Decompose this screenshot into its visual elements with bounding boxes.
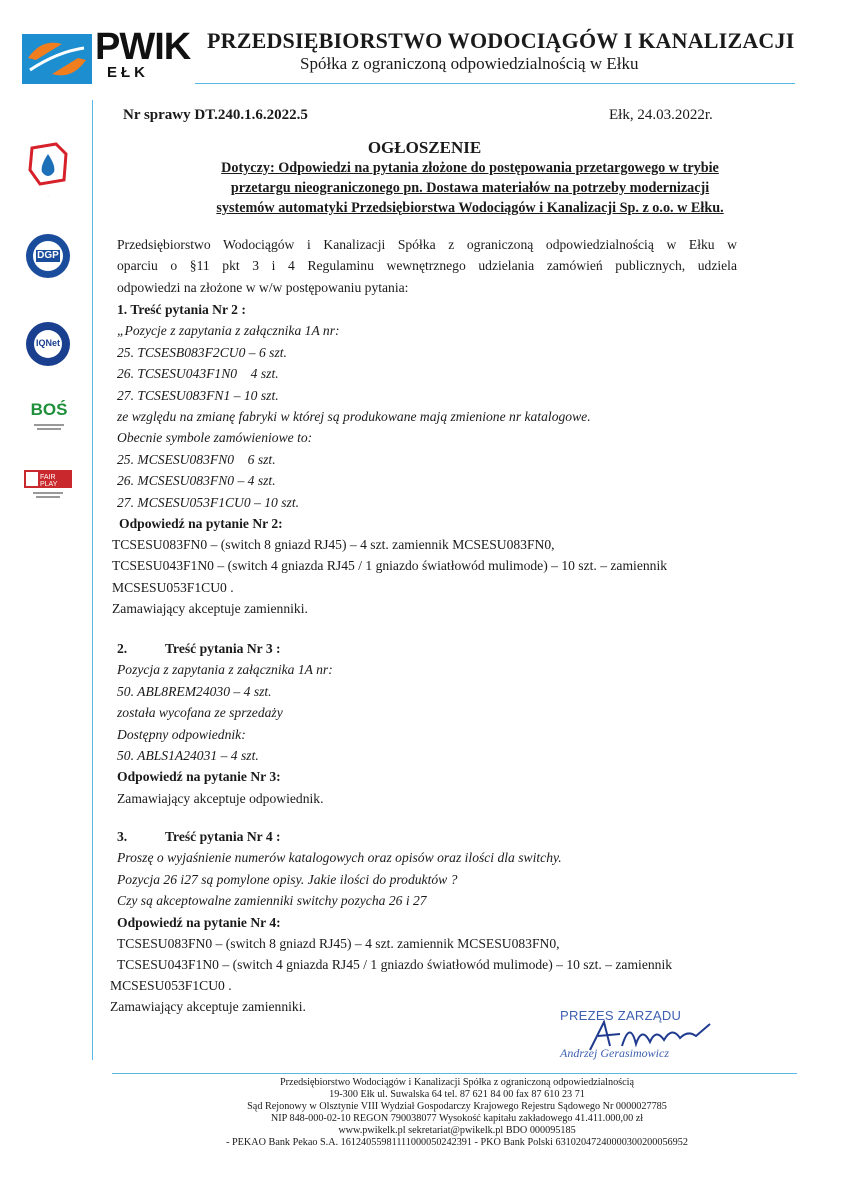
answer-2-block <box>112 534 792 620</box>
footer-line: - PEKAO Bank Pekao S.A. 16124055981111000050242391 - PKO Bank Polski 63102047240000300200056952 <box>226 1137 688 1148</box>
answer-4-line: Zamawiający akceptuje zamienniki. <box>110 999 306 1015</box>
footer-divider <box>112 1073 797 1074</box>
question-4-number: 3. <box>117 829 128 844</box>
president-stamp <box>560 1008 720 1068</box>
question-3-heading: Treść pytania Nr 3 : <box>165 641 281 656</box>
answer-2-line: Zamawiający akceptuje zamienniki. <box>112 601 308 617</box>
question-2-line: 26. TCSESU043F1N0 4 szt. <box>117 366 279 382</box>
question-2-line: ze względu na zmianę fabryki w której są produkowane mają zmienione nr katalogowe. <box>117 409 591 425</box>
answer-2-line: TCSESU083FN0 – (switch 8 gniazd RJ45) – 4 szt. zamiennik MCSESU083FN0, <box>112 537 555 552</box>
bos-label: BOŚ <box>30 400 68 419</box>
subject-line: przetargu nieograniczonego pn. Dostawa materiałów na potrzeby modernizacji <box>230 180 710 196</box>
question-3-line: Pozycja z zapytania z załącznika 1A nr: <box>117 662 333 678</box>
answer-4-line: TCSESU043F1N0 – (switch 4 gniazda RJ45 / 1 gniazdo światłowód mulimode) – 10 szt. – zamiennik <box>117 957 673 973</box>
footer-line: NIP 848-000-02-10 REGON 790038077 Wysokość kapitału zakładowego 41.411.000,00 zł <box>270 1113 644 1124</box>
iqnet-label: IQNet <box>35 338 60 348</box>
answer-2-line: MCSESU053F1CU0 . <box>112 579 234 595</box>
question-3-line: została wycofana ze sprzedaży <box>117 705 283 721</box>
question-4-line: Pozycja 26 i27 są pomylone opisy. Jakie ilości do produktów ? <box>117 871 458 887</box>
question-4-heading-row <box>117 826 777 847</box>
question-2-line: 27. TCSESU083FN1 – 10 szt. <box>117 387 279 403</box>
intro-paragraph <box>117 234 737 298</box>
question-2-line: 26. MCSESU083FN0 – 4 szt. <box>117 473 276 489</box>
question-2-line: „Pozycje z zapytania z załącznika 1A nr: <box>117 323 340 339</box>
document-title: OGŁOSZENIE <box>367 138 482 157</box>
footer-line: Przedsiębiorstwo Wodociągów i Kanalizacji Spółka z ograniczoną odpowiedzialnością <box>279 1077 635 1088</box>
subject-line: systemów automatyki Przedsiębiorstwa Wodociągów i Kanalizacji Sp. z o.o. w Ełku. <box>216 200 724 216</box>
intro-line: Przedsiębiorstwo Wodociągów i Kanalizacji Spółka z ograniczoną odpowiedzialnością w Ełku w <box>117 237 737 252</box>
question-2-line: Obecnie symbole zamówieniowe to: <box>117 430 313 446</box>
question-2-line: 25. MCSESU083FN0 6 szt. <box>117 451 276 467</box>
question-2-line: 27. MCSESU053F1CU0 – 10 szt. <box>117 494 300 510</box>
question-2-heading: 1. Treść pytania Nr 2 : <box>117 302 246 317</box>
footer-line: Sąd Rejonowy w Olsztynie VIII Wydział Gospodarczy Krajowego Rejestru Sądowego Nr 0000027785 <box>247 1101 667 1112</box>
question-2-line: 25. TCSESB083F2CU0 – 6 szt. <box>117 344 287 360</box>
question-4-line: Czy są akceptowalne zamienniki switchy pozycha 26 i 27 <box>117 893 427 909</box>
dgp-label: DGP <box>37 250 59 261</box>
footer-line: 19-300 Ełk ul. Suwalska 64 tel. 87 621 84 00 fax 87 610 23 71 <box>329 1089 585 1100</box>
fairplay-badge <box>24 470 72 504</box>
company-name: PRZEDSIĘBIORSTWO WODOCIĄGÓW I KANALIZACJI <box>207 28 795 53</box>
answer-3-line: Zamawiający akceptuje odpowiednik. <box>117 790 324 806</box>
question-3-line: 50. ABL8REM24030 – 4 szt. <box>117 683 272 699</box>
case-number: Nr sprawy DT.240.1.6.2022.5 <box>123 107 308 123</box>
question-4-heading: Treść pytania Nr 4 : <box>165 829 281 844</box>
footer <box>112 1077 802 1149</box>
question-3-number: 2. <box>117 641 128 656</box>
header-divider <box>195 83 795 84</box>
water-map-badge: . <box>26 140 70 210</box>
subject-line: Dotyczy: Odpowiedzi na pytania złożone do postępowania przetargowego w trybie <box>221 160 719 176</box>
answer-4-line: MCSESU053F1CU0 . <box>110 978 232 993</box>
dgp-cert-badge <box>24 232 72 280</box>
answer-2-line: TCSESU043F1N0 – (switch 4 gniazda RJ45 / 1 gniazdo światłowód mulimode) – 10 szt. – zamiennik <box>112 558 668 574</box>
stamp-name: Andrzej Gerasimowicz <box>560 1046 669 1060</box>
question-4-line: Proszę o wyjaśnienie numerów katalogowych oraz opisów oraz ilości dla switchy. <box>117 850 562 866</box>
stamp-title: PREZES ZARZĄDU <box>560 1008 682 1023</box>
bos-badge <box>26 400 72 446</box>
question-4-block <box>117 826 777 976</box>
question-3-line: 50. ABLS1A24031 – 4 szt. <box>117 748 259 764</box>
answer-3-heading: Odpowiedź na pytanie Nr 3: <box>117 769 281 785</box>
intro-line: oparciu o §11 pkt 3 i 4 Regulaminu wewnętrznego udzielania zamówień publicznych, udziela <box>117 258 737 274</box>
fairplay-label: FAIR PLAY <box>40 474 58 488</box>
question-2-block <box>117 299 757 534</box>
answer-4-line: TCSESU083FN0 – (switch 8 gniazd RJ45) – 4 szt. zamiennik MCSESU083FN0, <box>117 936 560 952</box>
document-date: Ełk, 24.03.2022r. <box>609 107 713 123</box>
question-3-heading-row <box>117 638 757 659</box>
footer-line: www.pwikelk.pl sekretariat@pwikelk.pl BDO 000095185 <box>338 1125 576 1136</box>
question-3-line: Dostępny odpowiednik: <box>117 726 246 742</box>
iqnet-cert-badge <box>24 320 72 368</box>
intro-line: odpowiedzi na złożone w w/w postępowaniu pytania: <box>117 279 409 295</box>
company-subname: Spółka z ograniczoną odpowiedzialnością w Ełku <box>300 54 639 73</box>
answer-2-heading: Odpowiedź na pytanie Nr 2: <box>119 516 283 532</box>
logo-text: PWIK <box>95 26 191 68</box>
question-3-block <box>117 638 757 809</box>
logo-subtext: EŁK <box>107 64 149 81</box>
subject <box>100 158 840 218</box>
answer-4-heading: Odpowiedź na pytanie Nr 4: <box>117 914 281 930</box>
side-divider <box>92 100 93 1060</box>
